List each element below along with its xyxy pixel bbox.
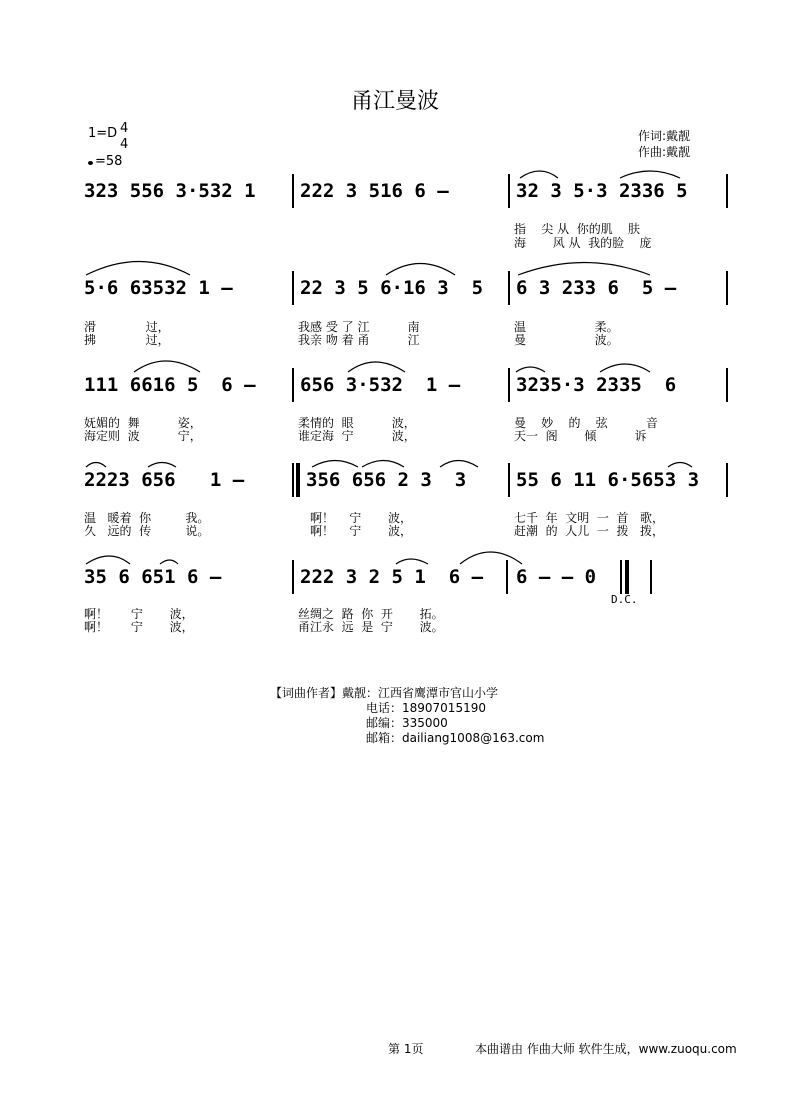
slur-arc [668, 463, 692, 468]
slur-arc [148, 463, 176, 468]
measure-3: 3235·3 2335 6 [516, 374, 677, 396]
author-email: 邮箱：dailiang1008@163.com [366, 731, 545, 745]
time-signature-bottom: 4 [120, 137, 129, 152]
measure-1: 35 6 651 6 – [84, 566, 222, 588]
lyric-line-1-m3: 曼 妙 的 弦 音 [514, 416, 658, 430]
lyric-line-1-m1: 啊！ 宁 波， [84, 607, 194, 621]
lyric-line-1-m1: 妩媚的 舞 姿， [84, 416, 202, 430]
slur-arc [386, 264, 455, 276]
barline [292, 560, 294, 594]
barline [508, 463, 510, 497]
measure-1: 2223 656 1 – [84, 469, 245, 491]
credits [638, 128, 690, 160]
notes-line [80, 566, 730, 592]
slur-arc [86, 262, 190, 276]
slur-arc [134, 361, 200, 372]
slur-arc [600, 364, 650, 372]
slur-arc [440, 461, 478, 468]
lyric-line-1-m1: 温 暖着 你 我。 [84, 511, 210, 525]
measure-1: 323 556 3·532 1 [84, 180, 256, 202]
slur-arc [518, 263, 650, 276]
measure-2: 222 3 516 6 – [300, 180, 449, 202]
repeat-start-barline-thick [296, 463, 300, 497]
barline [726, 174, 728, 208]
barline [506, 560, 508, 594]
notes-line [80, 277, 730, 303]
lyric-line-1-m3: 七千 年 文明 一 首 歌， [514, 511, 664, 525]
lyric-line-2-m3: 曼 波。 [514, 333, 619, 347]
lyric-line-1-m2: 柔情的 眼 波， [298, 416, 416, 430]
lyric-line-2-m1: 久 远的 传 说。 [84, 524, 210, 538]
measure-1: 5·6 63532 1 – [84, 277, 233, 299]
slur-arc [160, 560, 178, 564]
repeat-start-barline [292, 463, 294, 497]
notes-line [80, 469, 730, 495]
slur-arc [460, 552, 522, 564]
tempo-value: =58 [95, 154, 123, 169]
slur-arc [620, 171, 680, 178]
lyric-line-1-m1: 滑 过， [84, 320, 170, 334]
barline [292, 368, 294, 402]
measure-1: 111 6616 5 6 – [84, 374, 256, 396]
barline [726, 368, 728, 402]
repeat-end-barline [620, 560, 622, 594]
measure-2: 222 3 2 5 1 6 – [300, 566, 484, 588]
barline [292, 174, 294, 208]
lyric-line-2-m3: 赶潮 的 人儿 一 拨 拨， [514, 524, 664, 538]
measure-2: 656 3·532 1 – [300, 374, 461, 396]
slur-arc [348, 362, 405, 372]
notes-line [80, 180, 730, 206]
barline [508, 368, 510, 402]
notes-line [80, 374, 730, 400]
lyric-line-2-m2: 啊！ 宁 波， [310, 524, 412, 538]
lyric-line-2-m3: 天一 阁 倾 诉 [514, 429, 647, 443]
lyric-line-2-m1: 拂 过， [84, 333, 170, 347]
lyric-line-2-m3: 海 风 从 我的脸 庞 [514, 236, 652, 250]
final-barline [650, 560, 652, 594]
lyric-line-1-m2: 我感 受 了 江 南 [298, 320, 420, 334]
measure-2: 22 3 5 6·16 3 5 [300, 277, 484, 299]
barline [726, 463, 728, 497]
author-postcode: 邮编：335000 [366, 716, 448, 730]
slur-arc [362, 461, 404, 468]
slur-arc [86, 463, 106, 468]
lyric-line-2-m2: 甬江永 远 是 宁 波。 [298, 620, 444, 634]
author-phone: 电话：18907015190 [366, 701, 486, 715]
lyricist-credit: 作词:戴靓 [637, 129, 690, 143]
time-signature [120, 121, 128, 153]
measure-3: 6 – – 0 [516, 566, 597, 588]
lyric-line-2-m2: 谁定海 宁 波， [298, 429, 416, 443]
page-number: 第 1页 [388, 1042, 424, 1056]
lyric-line-2-m1: 海定则 波 宁， [84, 429, 202, 443]
slur-arc [516, 367, 545, 372]
lyric-line-1-m2: 啊！ 宁 波， [310, 511, 412, 525]
composer-credit: 作曲:戴靓 [637, 145, 690, 159]
time-signature-top: 4 [120, 121, 129, 136]
lyric-line-1-m2: 丝绸之 路 你 开 拓。 [298, 607, 444, 621]
slur-arc [396, 559, 428, 564]
lyric-line-1-m3: 指 尖 从 你的肌 肤 [514, 222, 640, 236]
key-signature: 1=D [88, 126, 118, 141]
repeat-end-barline-thick [625, 560, 629, 594]
slur-arc [520, 171, 558, 178]
lyric-line-2-m1: 啊！ 宁 波， [84, 620, 194, 634]
slur-arc [86, 556, 130, 564]
slur-arc [312, 461, 358, 468]
quarter-note-icon [88, 161, 93, 165]
measure-3: 6 3 233 6 5 – [516, 277, 677, 299]
tempo-marking [88, 154, 122, 169]
barline [726, 271, 728, 305]
lyric-line-2-m2: 我亲 吻 着 甬 江 [298, 333, 420, 347]
measure-3: 32 3 5·3 2336 5 [516, 180, 688, 202]
score-title: 甬江曼波 [350, 89, 439, 114]
barline [508, 271, 510, 305]
author-info [270, 686, 544, 746]
measure-2: 356 656 2 3 3 [306, 469, 467, 491]
barline [508, 174, 510, 208]
generator-note: 本曲谱由 作曲大师 软件生成，www.zuoqu.com [475, 1042, 737, 1056]
measure-3: 55 6 11 6·5653 3 [516, 469, 700, 491]
lyric-line-1-m3: 温 柔。 [514, 320, 619, 334]
author-line: 【词曲作者】戴靓：江西省鹰潭市官山小学 [270, 686, 499, 700]
barline [292, 271, 294, 305]
dc-marking: D.C. [611, 593, 638, 606]
